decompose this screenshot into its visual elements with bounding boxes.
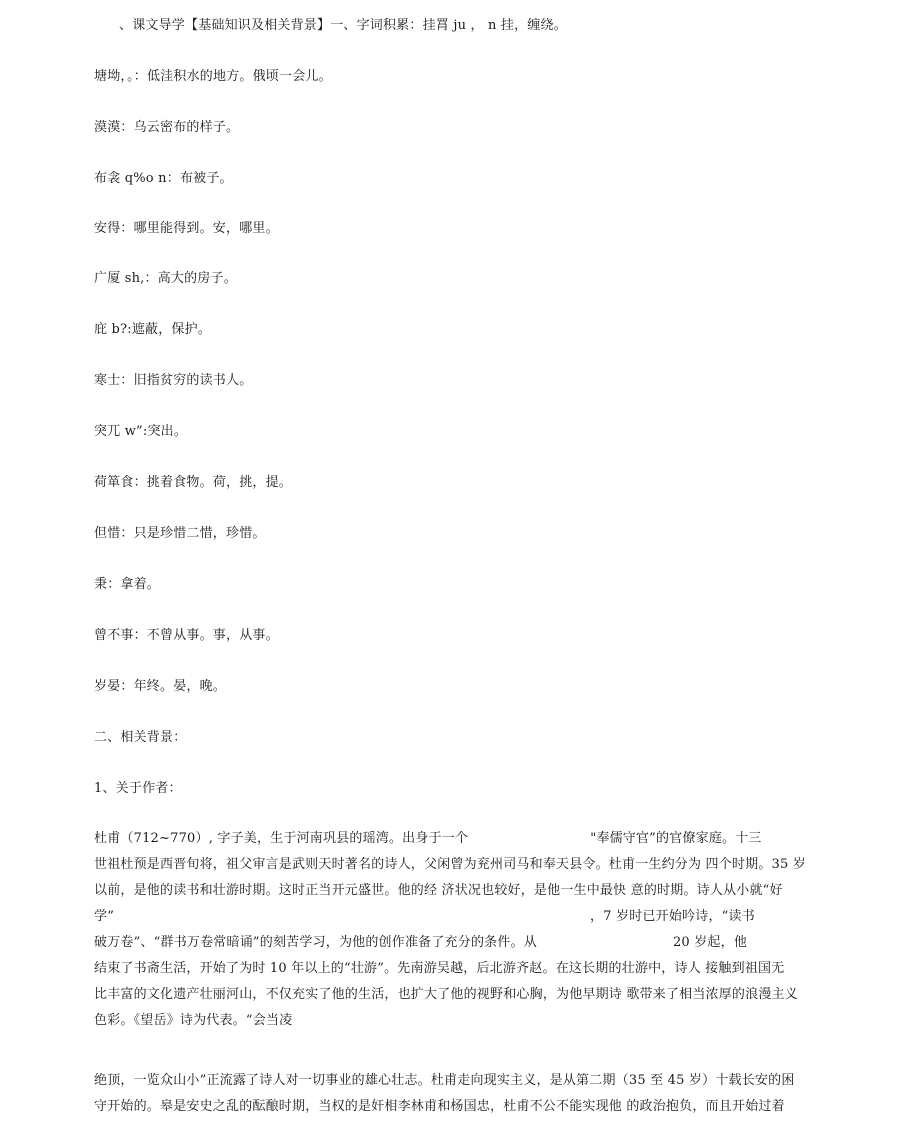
text-line: 漠漠：乌云密布的样子。 — [94, 120, 240, 135]
author-paragraph-continued — [94, 1068, 834, 1120]
text-line: 岁晏：年终。晏，晚。 — [94, 679, 227, 694]
section-heading: 二、相关背景： — [94, 730, 187, 745]
paragraph-row: 世祖杜预是西晋旬将，祖父审言是武则天时著名的诗人，父闲曾为兖州司马和奉天县令。杜甫一生约分为 四个时期。35 岁 — [94, 857, 807, 872]
text-line: 庇 b?:遮蔽，保护。 — [94, 322, 212, 337]
paragraph-row: 比丰富的文化遗产壮丽河山，不仅充实了他的生活，也扩大了他的视野和心胸，为他早期诗 歌带来了相当浓厚的浪漫主义 — [94, 987, 798, 1002]
text-line: 布衾 q%o n：布被子。 — [94, 171, 233, 186]
paragraph-row: 色彩。《望岳》诗为代表。“会当凌 — [94, 1013, 293, 1028]
paragraph-row: 以前，是他的读书和壮游时期。这时正当开元盛世。他的经 济状况也较好，是他一生中最快 意的时期。诗人从小就“好 — [94, 883, 783, 898]
paragraph-row: 学” ，7 岁时已开始吟诗，“读书 — [94, 909, 755, 924]
text-line: 秉：拿着。 — [94, 577, 161, 592]
subsection-heading: 1、关于作者： — [94, 781, 182, 796]
text-line: 安得：哪里能得到。安，哪里。 — [94, 221, 279, 236]
text-line: 塘坳，。：低洼积水的地方。俄顷一会儿。 — [94, 69, 332, 84]
text-line: 寒士：旧指贫穷的读书人。 — [94, 373, 253, 388]
text-line: 、课文导学【基础知识及相关背景】一、字词积累：挂罥 ju ， n 挂，缠绕。 — [119, 18, 567, 33]
paragraph-row: 守开始的。皋是安史之乱的酝酿时期，当权的是奸相李林甫和杨国忠，杜甫不公不能实现他 的政治抱负，而且开始过着 — [94, 1099, 785, 1114]
paragraph-row: 结束了书斋生活，开始了为时 10 年以上的“壮游”。先南游吴越，后北游齐赵。在这长期的壮游中，诗人 接触到祖国无 — [94, 961, 785, 976]
text-line: 曾不事：不曾从事。事，从事。 — [94, 628, 279, 643]
text-line: 突兀 w”:突出。 — [94, 424, 188, 439]
text-line: 荷箪食：挑着食物。荷，挑，提。 — [94, 475, 293, 490]
paragraph-row: 绝顶，一览众山小”正流露了诗人对一切事业的雄心壮志。杜甫走向现实主义，是从第二期（35 至 45 岁）十载长安的困 — [94, 1073, 795, 1088]
paragraph-row: 杜甫（712~770）, 字子美，生于河南巩县的瑶湾。出身于一个 "奉儒守官”的官僚家庭。十三 — [94, 831, 762, 846]
paragraph-row: 破万卷”、“群书万卷常暗诵”的刻苦学习，为他的创作准备了充分的条件。从 20 岁起，他 — [94, 935, 748, 950]
text-line: 广厦 sh,：高大的房子。 — [94, 271, 237, 286]
text-line: 但惜：只是珍惜二惜，珍惜。 — [94, 526, 266, 541]
author-paragraph — [94, 826, 834, 1034]
